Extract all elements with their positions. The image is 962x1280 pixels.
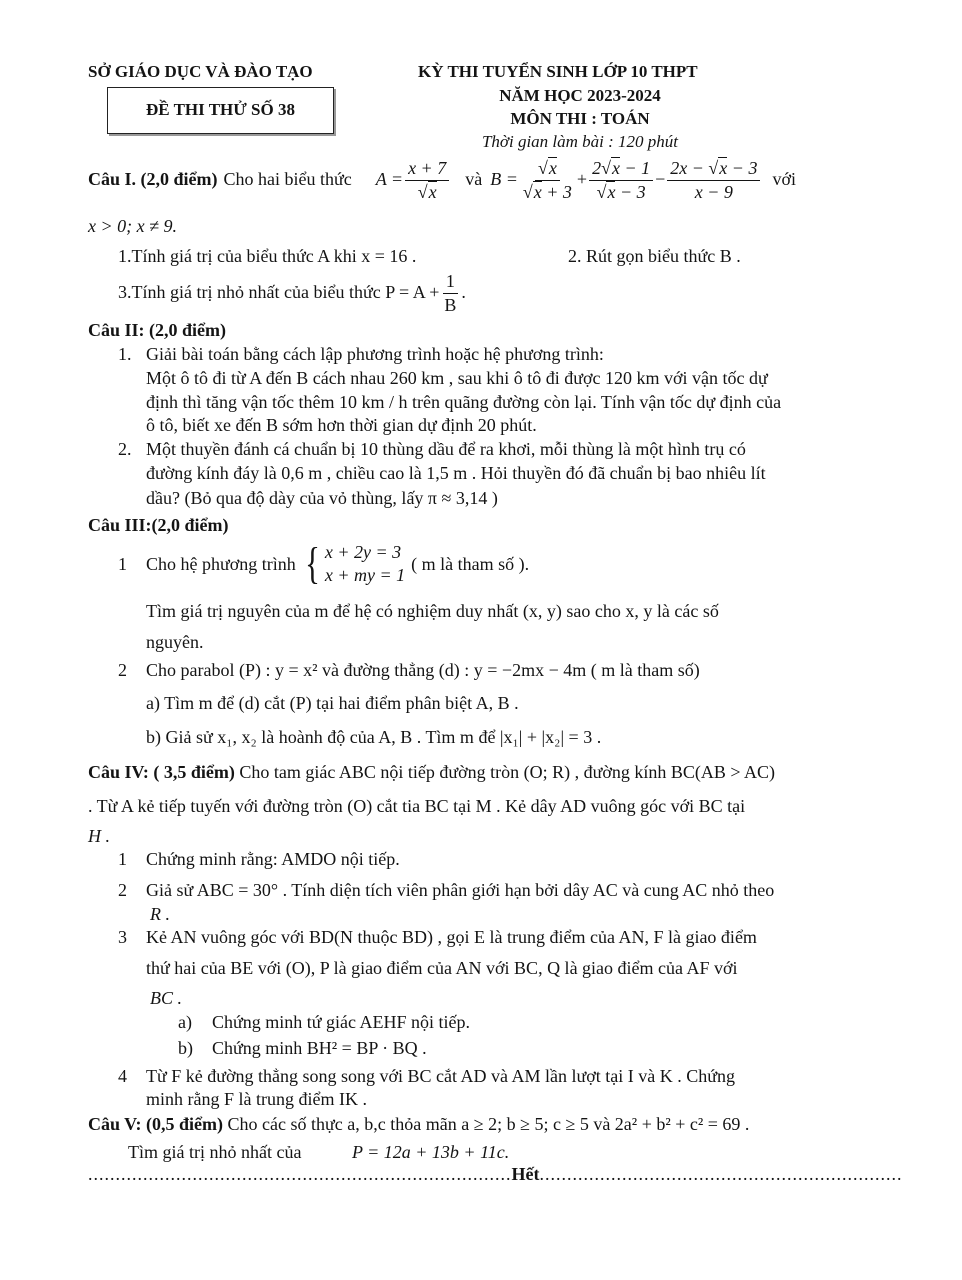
q1-part2: 2. Rút gọn biểu thức B . bbox=[568, 246, 741, 266]
q3-label: Câu III:(2,0 điểm) bbox=[88, 515, 229, 535]
q1-with: với bbox=[772, 169, 796, 190]
exam-code-label: ĐỀ THI THỬ SỐ 38 bbox=[146, 100, 295, 120]
exam-title: KỲ THI TUYỂN SINH LỚP 10 THPT bbox=[418, 62, 698, 81]
q2-item1-number: 1. bbox=[118, 344, 132, 364]
q1-part1: 1.Tính giá trị của biểu thức A khi x = 16 . bbox=[118, 246, 417, 266]
q4-item3-line2: thứ hai của BE với (O), P là giao điểm của AN với BC, Q là giao điểm của AF với bbox=[146, 958, 738, 978]
minus-sign: − bbox=[655, 169, 666, 190]
end-marker bbox=[88, 1164, 902, 1186]
q2-item1-line2: Một ô tô đi từ A đến B cách nhau 260 km , sau khi ô tô đi được 120 km với vận tốc dự bbox=[146, 368, 768, 388]
q3-item1-line2: Tìm giá trị nguyên của m để hệ có nghiệm duy nhất (x, y) sao cho x, y là các số bbox=[146, 601, 719, 621]
expr-a-numerator: x + 7 bbox=[405, 157, 449, 181]
q4-item4-number: 4 bbox=[118, 1066, 127, 1086]
q2-label: Câu II: (2,0 điểm) bbox=[88, 320, 226, 340]
q2-item2-number: 2. bbox=[118, 439, 132, 459]
q4-item3-line1: Kẻ AN vuông góc với BD(N thuộc BD) , gọi E là trung điểm của AN, F là giao điểm bbox=[146, 927, 757, 947]
school-year: NĂM HỌC 2023-2024 bbox=[499, 86, 661, 105]
q1-line1 bbox=[88, 157, 796, 203]
end-label: Hết bbox=[511, 1164, 540, 1184]
q4-line1 bbox=[88, 762, 775, 784]
q1-part3: 3.Tính giá trị nhỏ nhất của biểu thức P = A + $\frac{1}{B}$ . bbox=[118, 271, 466, 315]
q2-item1-line1: Giải bài toán bằng cách lập phương trình hoặc hệ phương trình: bbox=[146, 344, 604, 364]
q4-item3b-number: b) bbox=[178, 1038, 193, 1058]
q1-part3-text: 3.Tính giá trị nhỏ nhất của biểu thức P = A + bbox=[118, 282, 440, 303]
expr-b-term1: $\frac{√x}{√x + 3}$ bbox=[522, 158, 572, 202]
subject: MÔN THI : TOÁN bbox=[510, 109, 650, 128]
q2-item2-line1: Một thuyền đánh cá chuẩn bị 10 thùng dầu để ra khơi, mỗi thùng là một hình trụ có bbox=[146, 439, 746, 459]
q4-line2: . Từ A kẻ tiếp tuyến với đường tròn (O) cắt tia BC tại M . Kẻ dây AD vuông góc với BC tại bbox=[88, 796, 746, 816]
q4-item3b: Chứng minh BH² = BP · BQ . bbox=[212, 1038, 427, 1058]
q3-item1-line3: nguyên. bbox=[146, 632, 204, 652]
q3-item2-a: a) Tìm m để (d) cắt (P) tại hai điểm phân biệt A, B . bbox=[146, 693, 519, 713]
exam-time: Thời gian làm bài : 120 phút bbox=[481, 132, 679, 151]
expr-b-term3: $\frac{2x - √x - 3}{x - 9}$ bbox=[667, 157, 760, 203]
q3-item1-param: ( m là tham số ). bbox=[411, 553, 530, 574]
q4-label: Câu IV: ( 3,5 điểm) bbox=[88, 762, 235, 782]
q5-expression: P = 12a + 13b + 11c. bbox=[351, 1142, 510, 1162]
q2-item2-line2: đường kính đáy là 0,6 m , chiều cao là 1,5 m . Hỏi thuyền đó đã chuẩn bị bao nhiêu lít bbox=[146, 463, 766, 483]
system-eq2: x + my = 1 bbox=[324, 565, 406, 586]
brace-icon: { bbox=[304, 539, 320, 589]
expr-a-label: A = bbox=[375, 169, 404, 190]
plus-sign: + bbox=[576, 169, 588, 190]
q4-line3: H . bbox=[88, 826, 110, 846]
q4-item2-line2: R . bbox=[150, 904, 170, 924]
q5-text2: Tìm giá trị nhỏ nhất của bbox=[128, 1142, 302, 1162]
q4-item4-line1: Từ F kẻ đường thẳng song song với BC cắt AD và AM lần lượt tại I và K . Chứng bbox=[146, 1066, 736, 1086]
q3-item1-intro: Cho hệ phương trình bbox=[146, 553, 296, 574]
dotted-line-right: .................................................................. bbox=[539, 1164, 903, 1184]
q4-item3a: Chứng minh tứ giác AEHF nội tiếp. bbox=[212, 1012, 471, 1032]
equation-system bbox=[302, 541, 405, 588]
exam-code-box bbox=[107, 87, 334, 134]
q1-condition: x > 0; x ≠ 9. bbox=[88, 216, 177, 236]
system-eq1: x + 2y = 3 bbox=[324, 542, 402, 562]
q5-text1: Cho các số thực a, b,c thỏa mãn a ≥ 2; b ≥ 5; c ≥ 5 và 2a² + b² + c² = 69 . bbox=[227, 1114, 750, 1134]
q4-item3a-number: a) bbox=[178, 1012, 192, 1032]
q3-item2-number: 2 bbox=[118, 660, 127, 680]
q1-intro: Cho hai biểu thức bbox=[223, 169, 352, 190]
q5-line1 bbox=[88, 1114, 749, 1136]
q3-item2-b: b) Giả sử x₁, x₂ là hoành độ của A, B . Tìm m để |x₁| + |x₂| = 3 . bbox=[146, 727, 602, 747]
q2-item1-line4: ô tô, biết xe đến B sớm hơn thời gian dự định 20 phút. bbox=[146, 415, 537, 435]
q4-item3-number: 3 bbox=[118, 927, 127, 947]
q4-item2-number: 2 bbox=[118, 880, 127, 900]
q5-label: Câu V: (0,5 điểm) bbox=[88, 1114, 224, 1134]
q1-part3-fraction: $\frac{1}{B}$ bbox=[444, 271, 457, 315]
expr-b-term2: $\frac{2√x - 1}{√x - 3}$ bbox=[589, 157, 653, 203]
q3-item1-number: 1 bbox=[118, 553, 127, 574]
expr-a-fraction bbox=[405, 157, 449, 203]
expr-b-label: B = bbox=[490, 169, 518, 190]
q2-item1-line3: định thì tăng vận tốc thêm 10 km / h trên quãng đường còn lại. Tính vận tốc dự định của bbox=[146, 392, 782, 412]
q4-item4-line2: minh rằng F là trung điểm IK . bbox=[146, 1089, 367, 1109]
q4-item3-line3: BC . bbox=[150, 988, 183, 1008]
q3-item2-line1: Cho parabol (P) : y = x² và đường thẳng (d) : y = −2mx − 4m ( m là tham số) bbox=[146, 660, 700, 680]
dotted-line-left: ............................................................................. bbox=[88, 1164, 512, 1184]
q1-and: và bbox=[465, 169, 483, 190]
q4-item1-number: 1 bbox=[118, 849, 127, 869]
q1-label: Câu I. (2,0 điểm) bbox=[88, 169, 218, 190]
q2-item2-line3: dầu? (Bỏ qua độ dày của vỏ thùng, lấy π ≈ 3,14 ) bbox=[146, 488, 498, 508]
q5-line2 bbox=[128, 1142, 509, 1164]
q4-text1: Cho tam giác ABC nội tiếp đường tròn (O; R) , đường kính BC(AB > AC) bbox=[239, 762, 776, 782]
expr-a-denominator: √x bbox=[417, 181, 437, 202]
q4-item1: Chứng minh rằng: AMDO nội tiếp. bbox=[146, 849, 400, 869]
department-name: SỞ GIÁO DỤC VÀ ĐÀO TẠO bbox=[88, 62, 313, 81]
q4-item2-line1: Giả sử ABC = 30° . Tính diện tích viên phân giới hạn bởi dây AC và cung AC nhỏ theo bbox=[146, 880, 775, 900]
q3-item1 bbox=[118, 541, 529, 588]
